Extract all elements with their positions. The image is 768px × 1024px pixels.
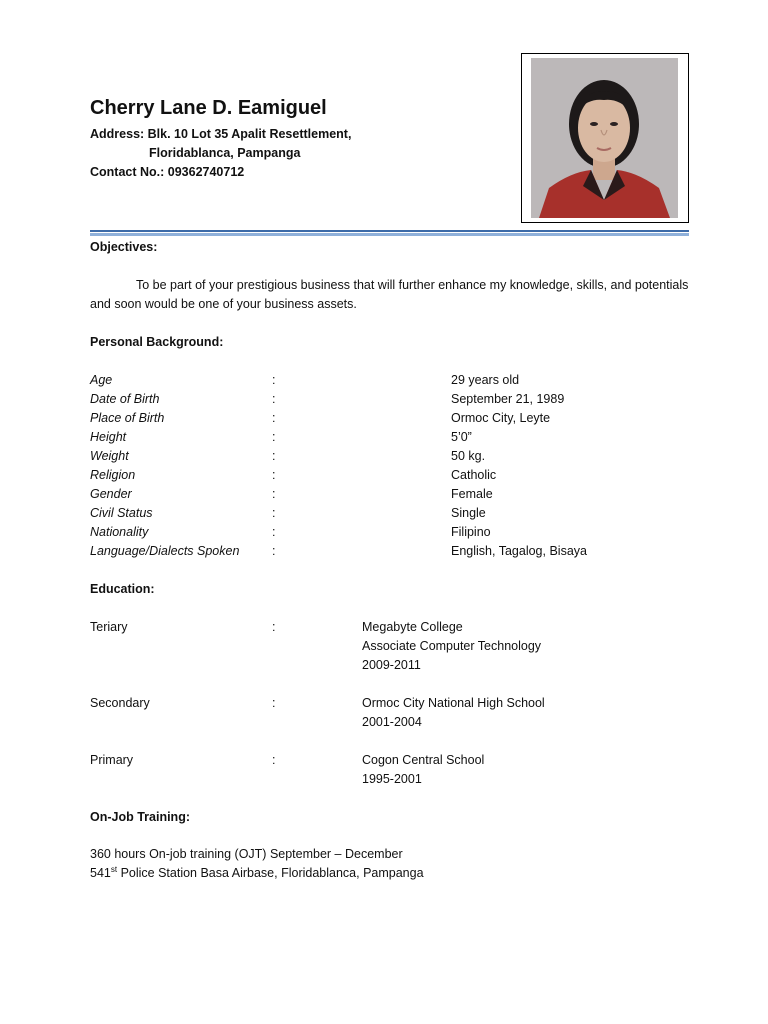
address-line-2: Floridablanca, Pampanga	[149, 146, 301, 160]
education-level: Teriary	[90, 620, 128, 634]
photo-frame	[521, 53, 689, 223]
field-label: Gender	[90, 487, 132, 501]
field-separator: :	[272, 753, 276, 767]
field-separator: :	[272, 487, 276, 501]
field-label: Age	[90, 373, 113, 387]
field-separator: :	[272, 525, 276, 539]
school-years: 2001-2004	[362, 715, 422, 729]
field-separator: :	[272, 468, 276, 482]
field-separator: :	[272, 696, 276, 710]
field-label: Language/Dialects Spoken	[90, 544, 240, 558]
personal-row-height	[90, 428, 689, 447]
school-name: Megabyte College	[362, 620, 463, 634]
personal-row-place-of-birth	[90, 409, 689, 428]
personal-row-weight	[90, 447, 689, 466]
personal-row-civil-status	[90, 504, 689, 523]
education-tertiary-years	[90, 656, 689, 675]
education-primary-years	[90, 770, 689, 789]
personal-row-languages	[90, 542, 689, 561]
field-label: Weight	[90, 449, 129, 463]
field-value: September 21, 1989	[451, 392, 565, 406]
course-name: Associate Computer Technology	[362, 639, 542, 653]
personal-row-date-of-birth	[90, 390, 689, 409]
field-value: 5’0”	[451, 430, 472, 444]
field-separator: :	[272, 544, 276, 558]
education-primary	[90, 751, 689, 770]
field-value: 29 years old	[451, 373, 520, 387]
school-years: 2009-2011	[362, 658, 421, 672]
school-name: Ormoc City National High School	[362, 696, 545, 710]
contact-block	[90, 125, 351, 182]
header-divider	[90, 230, 689, 237]
field-label: Date of Birth	[90, 392, 160, 406]
field-separator: :	[272, 449, 276, 463]
field-separator: :	[272, 430, 276, 444]
school-name: Cogon Central School	[362, 753, 485, 767]
ojt-location-number: 541	[90, 866, 111, 880]
divider-line-dark	[90, 230, 689, 232]
education-level: Secondary	[90, 696, 150, 710]
field-value: Ormoc City, Leyte	[451, 411, 551, 425]
divider-line-light	[90, 233, 689, 236]
field-separator: :	[272, 620, 276, 634]
field-value: Female	[451, 487, 493, 501]
contact-number: Contact No.: 09362740712	[90, 165, 245, 179]
personal-row-gender	[90, 485, 689, 504]
address-line-1: Address: Blk. 10 Lot 35 Apalit Resettlement,	[90, 127, 352, 141]
applicant-name: Cherry Lane D. Eamiguel	[90, 97, 327, 119]
ojt-location-text: Police Station Basa Airbase, Floridablanca, Pampanga	[117, 866, 424, 880]
field-label: Religion	[90, 468, 136, 482]
ojt-location	[90, 864, 424, 883]
field-value: 50 kg.	[451, 449, 486, 463]
education-tertiary-course	[90, 637, 689, 656]
profile-photo	[531, 58, 678, 218]
field-value: English, Tagalog, Bisaya	[451, 544, 587, 558]
field-label: Height	[90, 430, 127, 444]
field-value: Catholic	[451, 468, 497, 482]
personal-row-religion	[90, 466, 689, 485]
ojt-heading: On-Job Training:	[90, 810, 190, 824]
education-level: Primary	[90, 753, 134, 767]
personal-row-age	[90, 371, 689, 390]
personal-background-heading: Personal Background:	[90, 335, 224, 349]
school-years: 1995-2001	[362, 772, 422, 786]
field-label: Civil Status	[90, 506, 153, 520]
field-value: Single	[451, 506, 486, 520]
field-separator: :	[272, 392, 276, 406]
field-separator: :	[272, 411, 276, 425]
ojt-location-ordinal: st	[110, 865, 118, 874]
education-heading: Education:	[90, 582, 155, 596]
field-label: Place of Birth	[90, 411, 165, 425]
field-label: Nationality	[90, 525, 149, 539]
field-separator: :	[272, 506, 276, 520]
objectives-text: To be part of your prestigious business that will further enhance my knowledge, skills, and potentials and soon would be one of your business assets.	[90, 278, 689, 311]
education-tertiary	[90, 618, 689, 637]
education-secondary	[90, 694, 689, 713]
ojt-hours: 360 hours On-job training (OJT) September – December	[90, 847, 403, 861]
field-value: Filipino	[451, 525, 491, 539]
field-separator: :	[272, 373, 276, 387]
objectives-heading: Objectives:	[90, 240, 158, 254]
education-secondary-years	[90, 713, 689, 732]
personal-row-nationality	[90, 523, 689, 542]
